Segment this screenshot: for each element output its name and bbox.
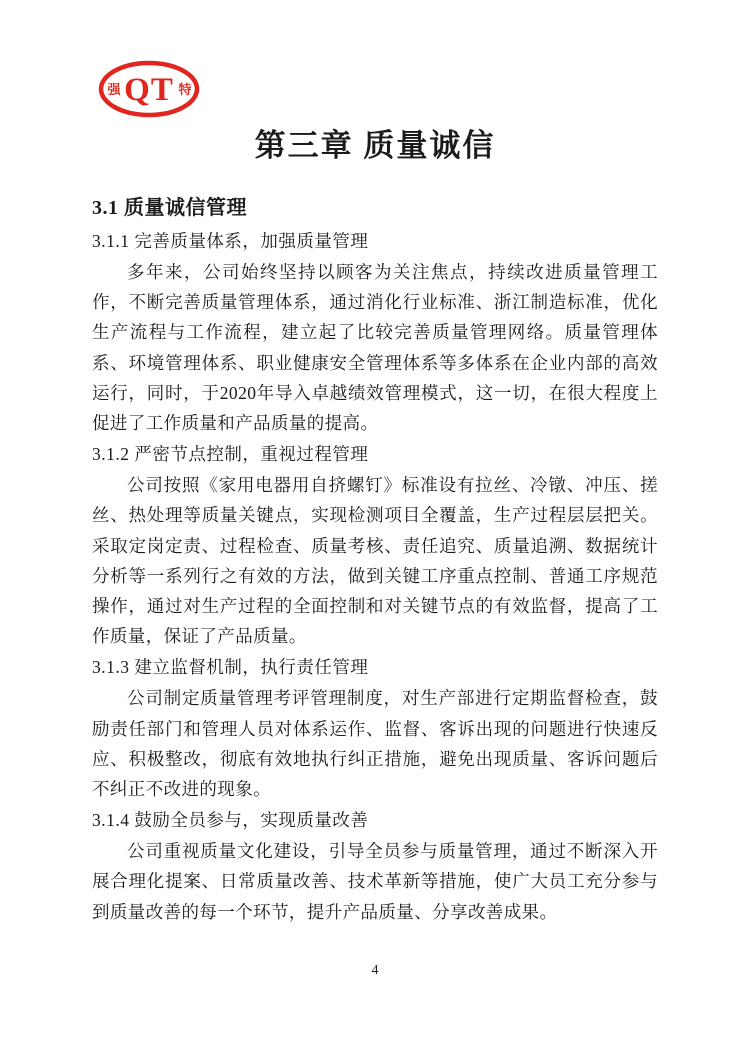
paragraph-3-1-3: 公司制定质量管理考评管理制度，对生产部进行定期监督检查，鼓励责任部门和管理人员对体系运作、监督、客诉出现的问题进行快速反应、积极整改，彻底有效地执行纠正措施，避免出现质量、客诉问题后不纠正不改进的现象。 [92, 688, 658, 800]
paragraph-3-1-4: 公司重视质量文化建设，引导全员参与质量管理，通过不断深入开展合理化提案、日常质量改善、技术革新等措施，使广大员工充分参与到质量改善的每一个环节，提升产品质量、分享改善成果。 [92, 841, 658, 922]
paragraph-3-1-1: 多年来，公司始终坚持以顾客为关注焦点，持续改进质量管理工作，不断完善质量管理体系，通过消化行业标准、浙江制造标准，优化生产流程与工作流程，建立起了比较完善质量管理网络。质量管理体系、环境管理体系、职业健康安全管理体系等多体系在企业内部的高效运行，同时，于2020年导入卓越绩效管理模式，这一切，在很大程度上促进了工作质量和产品质量的提高。 [92, 262, 658, 434]
logo-left-char: 强 [107, 82, 121, 97]
logo-center-text: QT [124, 72, 174, 108]
paragraph-3-1-2: 公司按照《家用电器用自挤螺钉》标准设有拉丝、冷镦、冲压、搓丝、热处理等质量关键点，实现检测项目全覆盖，生产过程层层把关。采取定岗定责、过程检查、质量考核、责任追究、质量追溯、数据统计分析等一系列行之有效的方法，做到关键工序重点控制、普通工序规范操作，通过对生产过程的全面控制和对关键节点的有效监督，提高了工作质量，保证了产品质量。 [92, 475, 658, 647]
logo-right-char: 特 [178, 82, 192, 97]
subsection-heading-3-1-1: 3.1.1 完善质量体系，加强质量管理 [92, 231, 369, 251]
page-number: 4 [371, 963, 379, 978]
subsection-heading-3-1-2: 3.1.2 严密节点控制，重视过程管理 [92, 444, 369, 465]
company-logo-graphic [97, 59, 201, 119]
subsection-heading-3-1-3: 3.1.3 建立监督机制，执行责任管理 [92, 657, 369, 678]
company-logo [97, 59, 201, 119]
chapter-title: 第三章 质量诚信 [254, 128, 496, 163]
document-content [92, 193, 658, 927]
section-heading-3-1: 3.1 质量诚信管理 [92, 197, 247, 219]
subsection-heading-3-1-4: 3.1.4 鼓励全员参与，实现质量改善 [92, 810, 369, 831]
